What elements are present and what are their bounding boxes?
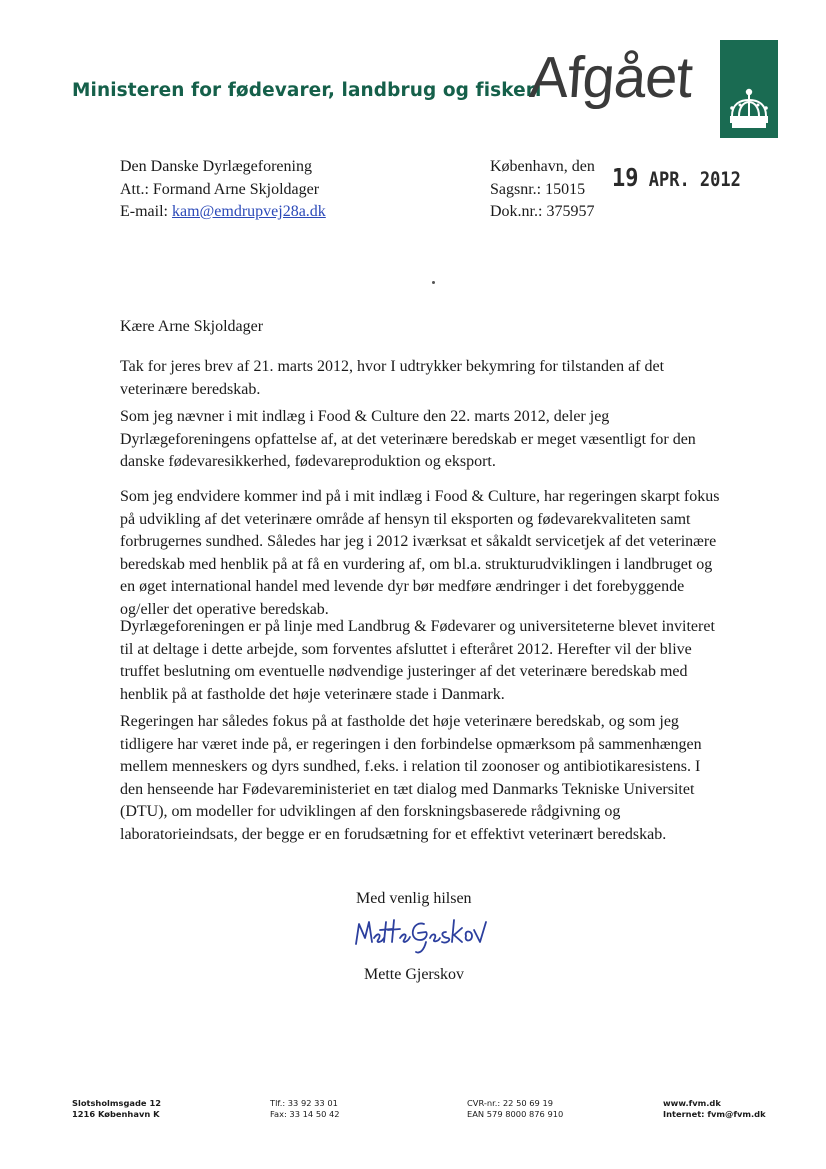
scan-speck — [432, 281, 435, 284]
document-number: Dok.nr.: 375957 — [490, 203, 595, 220]
ministry-title: Ministeren for fødevarer, landbrug og fiskeri — [72, 80, 542, 101]
recipient-email-line — [120, 201, 326, 224]
ministry-logo — [720, 40, 778, 138]
footer-street: Slotsholmsgade 12 — [72, 1098, 161, 1108]
place-date-label: København, den — [490, 158, 595, 175]
paragraph-text: Regeringen har således fokus på at fastholde det høje veterinære beredskab, og som jeg tidligere har været inde på, er regeringen i den forbindelse opmærksom på sammenhængen mellem menneskers og dyrs sundhed, f.eks. i relation til zoonoser og antibiotikaresistens. I den henseende har Fødevareministeriet en tæt dialog med Danmarks Tekniske Universitet (DTU), om modeller for udviklingen af den forskningsbaserede rådgivning og laboratorieindsats, der begge er en forudsætning for et effektivt veterinært beredskab. — [120, 713, 702, 843]
footer-phone — [270, 1098, 340, 1120]
footer-fax: Fax: 33 14 50 42 — [270, 1109, 340, 1119]
footer-tlf: Tlf.: 33 92 33 01 — [270, 1098, 338, 1108]
document-meta — [490, 156, 595, 224]
closing: Med venlig hilsen — [356, 890, 472, 907]
crown-icon — [726, 88, 772, 130]
footer-cvr: CVR-nr.: 22 50 69 19 — [467, 1098, 554, 1108]
footer-internet[interactable]: Internet: fvm@fvm.dk — [663, 1109, 766, 1119]
paragraph-5 — [120, 711, 724, 846]
date-stamp — [612, 164, 741, 193]
footer-registration — [467, 1098, 563, 1120]
paragraph-4 — [120, 616, 724, 706]
signer-name: Mette Gjerskov — [364, 966, 464, 983]
handwritten-signature — [350, 910, 490, 965]
paragraph-text: Dyrlægeforeningen er på linje med Landbrug & Fødevarer og universiteterne blevet inviteret til at deltage i dette arbejde, som forventes afsluttet i efteråret 2012. Herefter vil der blive truffet beslutning om eventuelle nødvendige justeringer af det veterinære beredskab med henblik på at fastholde det høje veterinære stade i Danmark. — [120, 618, 715, 703]
footer-web — [663, 1098, 766, 1120]
paragraph-text: Tak for jeres brev af 21. marts 2012, hvor I udtrykker bekymring for tilstanden af det veterinære beredskab. — [120, 358, 665, 398]
paragraph-text: Som jeg nævner i mit indlæg i Food & Culture den 22. marts 2012, deler jeg Dyrlægeforeningens opfattelse af, at det veterinære beredskab er meget væsentligt for den danske fødevaresikkerhed, fødevareproduktion og eksport. — [120, 408, 696, 470]
recipient-name: Den Danske Dyrlægeforening — [120, 158, 312, 175]
paragraph-1 — [120, 356, 724, 401]
recipient-block — [120, 156, 326, 224]
salutation: Kære Arne Skjoldager — [120, 318, 264, 335]
case-number: Sagsnr.: 15015 — [490, 180, 586, 198]
recipient-attention: Att.: Formand Arne Skjoldager — [120, 180, 320, 198]
email-label: E-mail: — [120, 203, 168, 220]
email-link[interactable]: kam@emdrupvej28a.dk — [171, 203, 326, 220]
date-stamp-month-year: APR. 2012 — [648, 168, 741, 192]
footer-website[interactable]: www.fvm.dk — [663, 1098, 721, 1108]
footer-ean: EAN 579 8000 876 910 — [467, 1109, 564, 1119]
date-stamp-day: 19 — [612, 164, 639, 193]
paragraph-3 — [120, 486, 724, 621]
footer-city: 1216 København K — [72, 1109, 160, 1119]
paragraph-text: Som jeg endvidere kommer ind på i mit indlæg i Food & Culture, har regeringen skarpt fokus på udvikling af det veterinære område af hensyn til eksporten og fødevarekvaliteten samt forbrugernes sundhed. Således har jeg i 2012 iværksat et såkaldt servicetjek af det veterinære beredskab med henblik på at få en vurdering af, om bl.a. strukturudviklingen i landbruget og en øget international handel med levende dyr bør medføre ændringer i det forebyggende og/eller det operative beredskab. — [120, 488, 720, 618]
sent-stamp: Afgået — [527, 45, 694, 110]
footer-address — [72, 1098, 161, 1120]
paragraph-2 — [120, 406, 724, 474]
